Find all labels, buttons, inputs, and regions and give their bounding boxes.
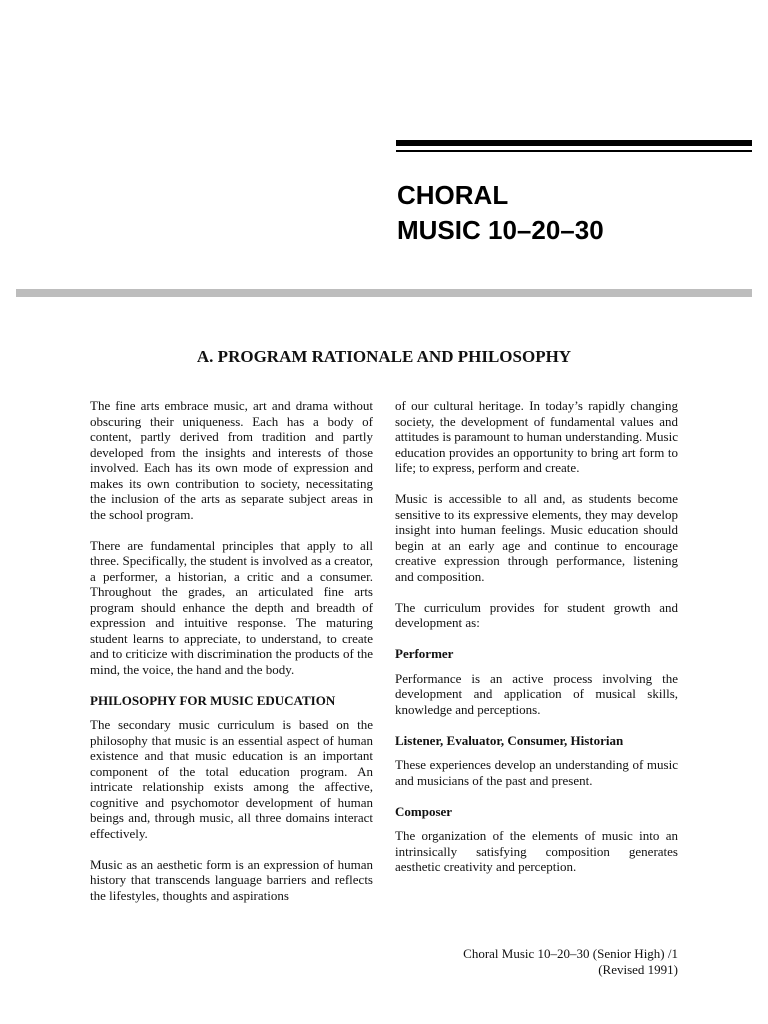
header-rule-thick <box>396 140 752 146</box>
footer-line-2: (Revised 1991) <box>598 961 678 977</box>
title-line-1: CHORAL <box>397 180 509 210</box>
paragraph: Music as an aesthetic form is an expression of human history that transcends language barriers and reflects the lifestyles, thoughts and aspirations <box>90 856 373 903</box>
section-heading: A. PROGRAM RATIONALE AND PHILOSOPHY <box>196 347 572 366</box>
section-divider-bar <box>16 289 752 297</box>
subheading-performer: Performer <box>395 646 454 661</box>
subheading-listener: Listener, Evaluator, Consumer, Historian <box>395 732 624 748</box>
paragraph: There are fundamental principles that apply to all three. Specifically, the student is involved as a creator, a performer, a historian, a critic and a consumer. Throughout the grades, an articulated fine arts program should enhance the depth and breadth of expression and intuitive response. The maturing student learns to appreciate, to understand, to create and to criticize with discrimination the products of the mind, the voice, the hand and the body. <box>90 537 373 677</box>
subheading-composer: Composer <box>395 803 453 819</box>
paragraph: Performance is an active process involving the development and application of musical skills, knowledge and perceptions. <box>395 670 678 717</box>
paragraph: Music is accessible to all and, as students become sensitive to its expressive elements, they may develop insight into human feelings. Music education should begin at an early age and continue to encourage creative expression through performance, listening and composition. <box>395 491 678 584</box>
paragraph: The secondary music curriculum is based on the philosophy that music is an essential aspect of human existence and that music education is an important component of the total education program. An intricate relationship exists among the affective, cognitive and psychomotor development of human beings and, through music, all three domains interact effectively. <box>90 717 373 841</box>
footer-line-1: Choral Music 10–20–30 (Senior High) /1 <box>463 946 678 961</box>
paragraph: The organization of the elements of music into an intrinsically satisfying composition generates aesthetic creativity and perception. <box>395 828 678 874</box>
left-column <box>90 398 373 919</box>
page-footer <box>463 946 678 977</box>
paragraph: of our cultural heritage. In today’s rapidly changing society, the development of fundamental values and attitudes is paramount to human understanding. Music education provides an opportunity to bring art form to life; to express, perform and create. <box>395 398 678 475</box>
right-column <box>395 398 678 890</box>
subheading-philosophy: PHILOSOPHY FOR MUSIC EDUCATION <box>90 692 336 708</box>
paragraph: The fine arts embrace music, art and drama without obscuring their uniqueness. Each has a body of content, partly derived from tradition and partly developed from the insights and interests of those involved. Each has its own mode of expression and makes its own contribution to society, necessitating the inclusion of the arts as separate subject areas in the school program. <box>90 398 373 522</box>
header-rule-thin <box>396 150 752 152</box>
title-line-2: MUSIC 10–20–30 <box>397 215 604 245</box>
paragraph: The curriculum provides for student growth and development as: <box>395 599 678 630</box>
paragraph: These experiences develop an understanding of music and musicians of the past and present. <box>395 757 678 788</box>
document-title <box>397 178 604 248</box>
